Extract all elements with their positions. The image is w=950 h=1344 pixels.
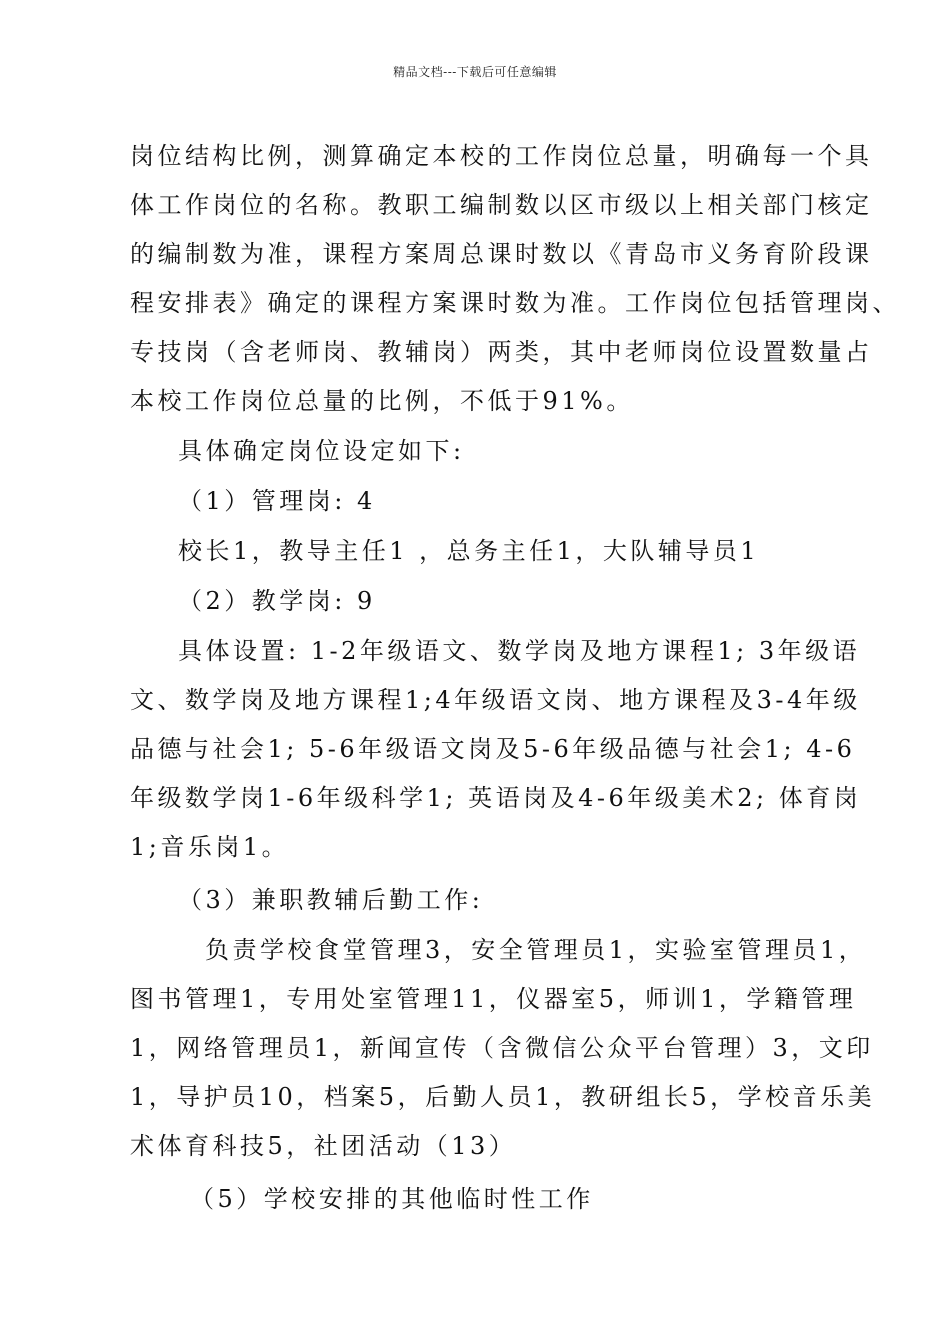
body-line: 文、数学岗及地方课程1;4年级语文岗、地方课程及3-4年级 bbox=[130, 686, 861, 714]
body-line: 1，导护员10，档案5，后勤人员1，教研组长5，学校音乐美 bbox=[130, 1083, 876, 1111]
body-line: 1，网络管理员1，新闻宣传（含微信公众平台管理）3，文印 bbox=[130, 1034, 874, 1062]
body-line: 负责学校食堂管理3，安全管理员1，实验室管理员1， bbox=[205, 936, 867, 964]
body-line: 专技岗（含老师岗、教辅岗）两类，其中老师岗位设置数量占 bbox=[130, 338, 873, 366]
body-line: 具体确定岗位设定如下: bbox=[178, 437, 465, 465]
page-header: 精品文档---下载后可任意编辑 bbox=[393, 65, 557, 79]
section-heading: （2）教学岗: 9 bbox=[178, 587, 376, 615]
body-line: 具体设置: 1-2年级语文、数学岗及地方课程1; 3年级语 bbox=[178, 637, 861, 665]
body-line: 的编制数为准，课程方案周总课时数以《青岛市义务育阶段课 bbox=[130, 240, 873, 268]
body-line: 术体育科技5，社团活动（13） bbox=[130, 1132, 517, 1160]
section-heading: （1）管理岗: 4 bbox=[178, 487, 376, 515]
body-line: 岗位结构比例，测算确定本校的工作岗位总量，明确每一个具 bbox=[130, 142, 873, 170]
body-line: 校长1，教导主任1 ，总务主任1，大队辅导员1 bbox=[178, 537, 760, 565]
body-line: 1;音乐岗1。 bbox=[130, 833, 290, 861]
section-heading: （3）兼职教辅后勤工作: bbox=[178, 886, 484, 914]
section-heading: （5）学校安排的其他临时性工作 bbox=[190, 1185, 594, 1213]
body-line: 体工作岗位的名称。教职工编制数以区市级以上相关部门核定 bbox=[130, 191, 873, 219]
body-line: 图书管理1，专用处室管理11，仪器室5，师训1，学籍管理 bbox=[130, 985, 857, 1013]
body-line: 年级数学岗1-6年级科学1; 英语岗及4-6年级美术2; 体育岗 bbox=[130, 784, 862, 812]
body-line: 品德与社会1; 5-6年级语文岗及5-6年级品德与社会1; 4-6 bbox=[130, 735, 856, 763]
body-line: 本校工作岗位总量的比例，不低于91%。 bbox=[130, 387, 634, 415]
body-line: 程安排表》确定的课程方案课时数为准。工作岗位包括管理岗、 bbox=[130, 289, 900, 317]
